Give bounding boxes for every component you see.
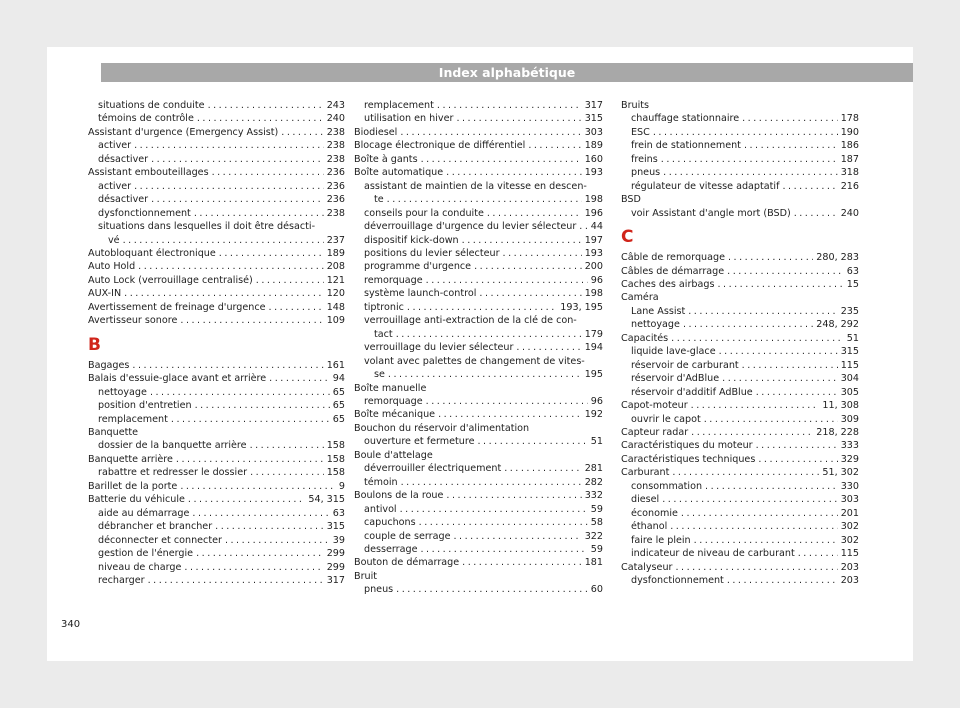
- index-entry: activer ..... 238: [88, 139, 345, 152]
- index-entry: se ..... 195: [354, 368, 603, 381]
- index-entry: ouvrir le capot ..... 309: [621, 413, 859, 426]
- index-entry: faire le plein ..... 302: [621, 534, 859, 547]
- index-entry: remorquage ..... 96: [354, 274, 603, 287]
- index-entry: ESC ..... 190: [621, 126, 859, 139]
- index-entry: déconnecter et connecter ..... 39: [88, 534, 345, 547]
- section-letter-c: C: [621, 227, 634, 248]
- index-entry: activer ..... 236: [88, 180, 345, 193]
- index-entry: diesel ..... 303: [621, 493, 859, 506]
- index-entry: chauffage stationnaire ..... 178: [621, 112, 859, 125]
- index-entry: gestion de l'énergie ..... 299: [88, 547, 345, 560]
- index-entry: indicateur de niveau de carburant ..... 115: [621, 547, 859, 560]
- index-entry: débrancher et brancher ..... 315: [88, 520, 345, 533]
- index-entry: liquide lave-glace ..... 315: [621, 345, 859, 358]
- index-entry-text: Boîte manuelle: [354, 382, 427, 394]
- index-entry: Boîte à gants ..... 160: [354, 153, 603, 166]
- index-entry: Banquette arrière ..... 158: [88, 453, 345, 466]
- index-entry: Câbles de démarrage ..... 63: [621, 265, 859, 278]
- index-entry-text: Bruits: [621, 100, 650, 111]
- index-entry: tact ..... 179: [354, 328, 603, 341]
- index-entry: vé ..... 237: [88, 234, 345, 247]
- index-entry: réservoir d'AdBlue ..... 304: [621, 372, 859, 385]
- index-entry: réservoir d'additif AdBlue ..... 305: [621, 386, 859, 399]
- index-entry: Capacités ..... 51: [621, 332, 859, 345]
- index-entry: recharger ..... 317: [88, 574, 345, 587]
- index-entry: Caches des airbags ..... 15: [621, 278, 859, 291]
- index-entry: Balais d'essuie-glace avant et arrière ..... 94: [88, 372, 345, 385]
- index-entry: antivol ..... 59: [354, 503, 603, 516]
- index-entry: Blocage électronique de différentiel ..... 189: [354, 139, 603, 152]
- index-entry: déverrouiller électriquement ..... 281: [354, 462, 603, 475]
- index-entry: Barillet de la porte ..... 9: [88, 480, 345, 493]
- index-entry: desserrage ..... 59: [354, 543, 603, 556]
- index-column-3: [621, 99, 859, 587]
- index-entry: Bouton de démarrage ..... 181: [354, 556, 603, 569]
- index-entry: Avertissement de freinage d'urgence ..... 148: [88, 301, 345, 314]
- index-entry: Catalyseur ..... 203: [621, 561, 859, 574]
- index-entry: régulateur de vitesse adaptatif ..... 216: [621, 180, 859, 193]
- index-entry: dossier de la banquette arrière ..... 158: [88, 439, 345, 452]
- index-entry: Auto Lock (verrouillage centralisé) ..... 121: [88, 274, 345, 287]
- index-entry: freins ..... 187: [621, 153, 859, 166]
- index-entry: verrouillage du levier sélecteur ..... 194: [354, 341, 603, 354]
- index-entry: dispositif kick-down ..... 197: [354, 234, 603, 247]
- index-entry: Capot-moteur ..... 11, 308: [621, 399, 859, 412]
- index-column-1: [88, 99, 345, 587]
- index-entry-text: verrouillage anti-extraction de la clé de con-: [364, 315, 577, 327]
- index-entry: Bagages ..... 161: [88, 359, 345, 372]
- index-entry: rabattre et redresser le dossier ..... 158: [88, 466, 345, 479]
- index-entry: te ..... 198: [354, 193, 603, 206]
- index-page: [47, 47, 913, 661]
- index-entry: position d'entretien ..... 65: [88, 399, 345, 412]
- section-letter-b: B: [88, 334, 101, 355]
- index-entry: nettoyage ..... 248, 292: [621, 318, 859, 331]
- index-entry: dysfonctionnement ..... 203: [621, 574, 859, 587]
- index-entry: nettoyage ..... 65: [88, 386, 345, 399]
- page-header: Index alphabétique: [101, 63, 913, 82]
- index-entry: remplacement ..... 317: [354, 99, 603, 112]
- index-entry: éthanol ..... 302: [621, 520, 859, 533]
- index-entry: couple de serrage ..... 322: [354, 530, 603, 543]
- index-entry: Carburant ..... 51, 302: [621, 466, 859, 479]
- index-entry: Biodiesel ..... 303: [354, 126, 603, 139]
- index-entry: Avertisseur sonore ..... 109: [88, 314, 345, 327]
- index-entry-text: Caméra: [621, 292, 659, 304]
- index-entry: niveau de charge ..... 299: [88, 561, 345, 574]
- index-entry: aide au démarrage ..... 63: [88, 507, 345, 520]
- index-entry: réservoir de carburant ..... 115: [621, 359, 859, 372]
- index-entry: Auto Hold ..... 208: [88, 260, 345, 273]
- index-entry: Lane Assist ..... 235: [621, 305, 859, 318]
- index-entry: Boîte automatique ..... 193: [354, 166, 603, 179]
- index-entry: désactiver ..... 238: [88, 153, 345, 166]
- index-entry: Assistant embouteillages ..... 236: [88, 166, 345, 179]
- index-entry: témoin ..... 282: [354, 476, 603, 489]
- index-entry: AUX-IN ..... 120: [88, 287, 345, 300]
- index-entry-text: assistant de maintien de la vitesse en descen-: [364, 180, 587, 192]
- index-entry: système launch-control ..... 198: [354, 287, 603, 300]
- index-entry: Caractéristiques techniques ..... 329: [621, 453, 859, 466]
- index-entry: remorquage ..... 96: [354, 395, 603, 408]
- index-entry: conseils pour la conduite ..... 196: [354, 207, 603, 220]
- index-entry: Boulons de la roue ..... 332: [354, 489, 603, 502]
- index-entry: pneus ..... 60: [354, 583, 603, 596]
- index-entry-text: Boule d'attelage: [354, 449, 433, 461]
- index-entry: déverrouillage d'urgence du levier sélecteur ..... 44: [354, 220, 603, 233]
- index-entry: économie ..... 201: [621, 507, 859, 520]
- index-entry: Caractéristiques du moteur ..... 333: [621, 439, 859, 452]
- index-entry: ouverture et fermeture ..... 51: [354, 435, 603, 448]
- index-entry: Batterie du véhicule ..... 54, 315: [88, 493, 345, 506]
- index-entry: capuchons ..... 58: [354, 516, 603, 529]
- index-entry-text: BSD: [621, 194, 641, 206]
- index-entry: tiptronic ..... 193, 195: [354, 301, 603, 314]
- index-entry: Autobloquant électronique ..... 189: [88, 247, 345, 260]
- index-entry: utilisation en hiver ..... 315: [354, 112, 603, 125]
- index-entry: Assistant d'urgence (Emergency Assist) ..... 238: [88, 126, 345, 139]
- page-number: 340: [61, 619, 81, 630]
- index-entry: Boîte mécanique ..... 192: [354, 408, 603, 421]
- index-entry: programme d'urgence ..... 200: [354, 260, 603, 273]
- index-column-2: [354, 99, 603, 597]
- index-entry: voir Assistant d'angle mort (BSD) ..... 240: [621, 207, 859, 220]
- index-entry-text: Bruit: [354, 570, 378, 582]
- index-entry: remplacement ..... 65: [88, 413, 345, 426]
- index-entry-text: Banquette: [88, 426, 139, 438]
- index-entry-text: Bouchon du réservoir d'alimentation: [354, 422, 530, 434]
- index-entry: témoins de contrôle ..... 240: [88, 112, 345, 125]
- index-entry: situations de conduite ..... 243: [88, 99, 345, 112]
- index-entry: désactiver ..... 236: [88, 193, 345, 206]
- index-entry: positions du levier sélecteur ..... 193: [354, 247, 603, 260]
- index-entry-text: situations dans lesquelles il doit être désacti-: [98, 221, 316, 233]
- index-entry: pneus ..... 318: [621, 166, 859, 179]
- index-entry: dysfonctionnement ..... 238: [88, 207, 345, 220]
- index-entry: Capteur radar ..... 218, 228: [621, 426, 859, 439]
- index-entry: frein de stationnement ..... 186: [621, 139, 859, 152]
- index-entry: Câble de remorquage ..... 280, 283: [621, 251, 859, 264]
- index-entry-text: volant avec palettes de changement de vites-: [364, 355, 585, 367]
- index-entry: consommation ..... 330: [621, 480, 859, 493]
